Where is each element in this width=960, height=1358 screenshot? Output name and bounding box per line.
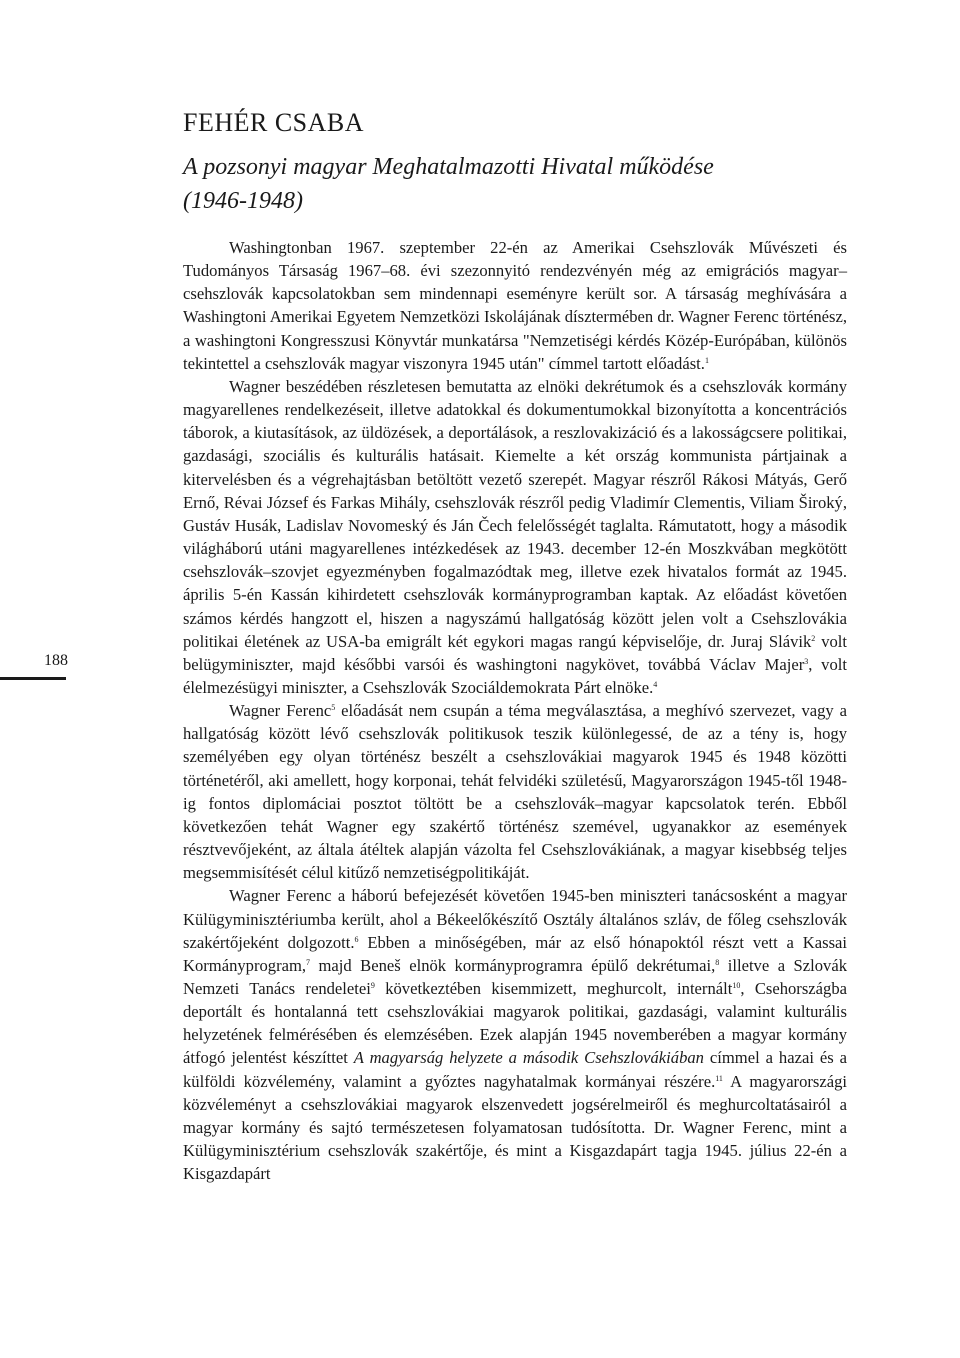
paragraph-1 [183, 236, 847, 375]
article-title-line-2: (1946-1948) [183, 188, 303, 214]
paragraph-3 [183, 699, 847, 884]
article-title [183, 150, 863, 218]
paragraph-4-text-b: Ebben a minőségében, már az első hónapoktól részt vett a Kassai Kormányprogram, [183, 932, 848, 975]
author-name: FEHÉR CSABA [183, 108, 365, 137]
paragraph-3-text-b: előadását nem csupán a téma megválasztása, a meghívó szervezet, vagy a hallgatóság között lévő csehszlovák politikusok teszik különlegessé, de az a tény is, hogy személyében egy olyan történész beszélt a csehszlovákiai magyarok 1945 és 1948 közötti történetéről, aki amellett, hogy korponai, tehát felvidéki születésű, Magyarországon 1945-től 1948-ig fontos diplomáciai posztot töltött be a csehszlovák–magyar kapcsolatok terén. Ebből következően tehát Wagner egy szakértő történész szemével, ugyanakkor az események résztvevőjeként, az általa átéltek alapján vázolta fel Csehszlovákiának, a magyar kisebbség teljes megsemmisítését célul kitűző nemzetiségpolitikáját. [183, 701, 847, 883]
footnote-ref-1: 1 [704, 355, 709, 365]
footnote-ref-8: 8 [715, 957, 720, 967]
paragraph-2-text-a: Wagner beszédében részletesen bemutatta az elnöki dekrétumok és a csehszlovák kormány magyarellenes rendelkezéseit, illetve adatokkal és dokumentumokkal bizonyította a koncentrációs táborok, a kiutasítások, az üldözések, a deportálások, a reszlovakizáció és a lakosságcsere politikai, gazdasági, szociális és kulturális hatásait. Kiemelte a két ország kommunista pártjainak a kitervelésben és a végrehajtásban betöltött vezető szerepét. Magyar részről Rákosi Mátyás, Gerő Ernő, Révai József és Farkas Mihály, csehszlovák részről pedig Vladimír Clementis, Viliam Široký, Gustáv Husák, Ladislav Novomeský és Ján Čech felelősségét taglalta. Rámutatott, hogy a második világháború utáni magyarellenes intézkedések az 1943. december 12-én Moszkvában megkötött csehszlovák–szovjet egyezményben fogalmazódtak meg, illetve ezek hivatalos formát az 1945. április 5-én Kassán kihirdetett csehszlovák kormányprogramban kaptak. Az előadást követően számos kérdés hangzott el, hiszen a nagyszámú hallgatóság között jelen volt a Csehszlovákia politikai életének az USA-ba emigrált két egykori magas rangú képviselője, dr. Juraj Slávik [183, 376, 847, 651]
paragraph-4-text-f: , Csehországba deportált és hontalanná tett csehszlovákiai magyarok politikai, gazdasági, valamint kulturális helyzetének felmérésében és elemzésében. Ezek alapján 1945 novemberében a magyar kormány átfogó jelentést készíttet [183, 979, 847, 1068]
paragraph-4-text-d: illetve a Szlovák Nemzeti Tanács rendeletei [183, 955, 847, 998]
paragraph-2-text-c: , volt élelmezésügyi miniszter, a Csehszlovák Szociáldemokrata Párt elnöke. [183, 654, 847, 697]
cited-report-title: A magyarság helyzete a második Csehszlovákiában [353, 1048, 704, 1068]
footnote-ref-3: 3 [804, 656, 809, 666]
paragraph-3-text-a: Wagner Ferenc [229, 701, 332, 721]
paragraph-4-text-a: Wagner Ferenc a háború befejezését követően 1945-ben miniszteri tanácsosként a magyar Külügyminisztériumba került, ahol a Békeelőkészítő Osztály általános szláv, de főleg csehszlovák szakértőjeként dolgozott. [183, 886, 847, 952]
paragraph-4 [183, 884, 847, 1185]
footnote-ref-9: 9 [370, 981, 375, 990]
footnote-ref-4: 4 [653, 679, 658, 689]
paragraph-4-text-i: A magyarországi közvéleményt a csehszlovákiai magyarok elszenvedett jogsérelmeiről és meghurcoltatásairól a magyar kormány és sajtó természetesen folyamatosan tudósította. Dr. Wagner Ferenc, mint a Külügyminisztérium csehszlovák szakértője, és mint a Kisgazdapárt tagja 1945. július 22-én a Kisgazdapárt [183, 1071, 847, 1184]
paragraph-2-text-b: volt belügyminiszter, majd későbbi varsói és washingtoni nagykövet, továbbá Václav Majer [183, 631, 848, 674]
page-number: 188 [44, 652, 68, 669]
footnote-ref-6: 6 [354, 934, 359, 944]
paragraph-4-text-h: címmel a hazai és a külföldi közvélemény, valamint a győztes nagyhatalmak kormányai részére. [183, 1048, 847, 1091]
footnote-ref-5: 5 [331, 703, 336, 713]
paragraph-2 [183, 375, 847, 699]
paragraph-4-text-c: majd Beneš elnök kormányprogramra épülő dekrétumai, [310, 955, 716, 975]
footnote-ref-2: 2 [811, 633, 816, 643]
article-title-line-1: A pozsonyi magyar Meghatalmazotti Hivatal működése [183, 154, 714, 180]
footnote-ref-7: 7 [306, 957, 311, 967]
paragraph-4-text-e: következtében kisemmizett, meghurcolt, internált [374, 979, 733, 998]
footnote-ref-11: 11 [715, 1073, 723, 1083]
page-number-rule [0, 677, 66, 680]
paragraph-1-text: Washingtonban 1967. szeptember 22-én az Amerikai Csehszlovák Művészeti és Tudományos Társaság 1967–68. évi szezonnyitó rendezvényén még az emigrációs magyar–csehszlovák kapcsolatokban sem mindennapi eseményre került sor. A társaság meghívására a Washingtoni Amerikai Egyetem Nemzetközi Iskolájának dísztermében dr. Wagner Ferenc történész, a washingtoni Kongresszusi Könyvtár munkatársa "Nemzetiségi kérdés Közép-Európában, különös tekintettel a csehszlovák magyar viszonyra 1945 után" címmel tartott előadást. [183, 238, 847, 373]
article-body [183, 236, 847, 1185]
footnote-ref-10: 10 [732, 981, 741, 990]
